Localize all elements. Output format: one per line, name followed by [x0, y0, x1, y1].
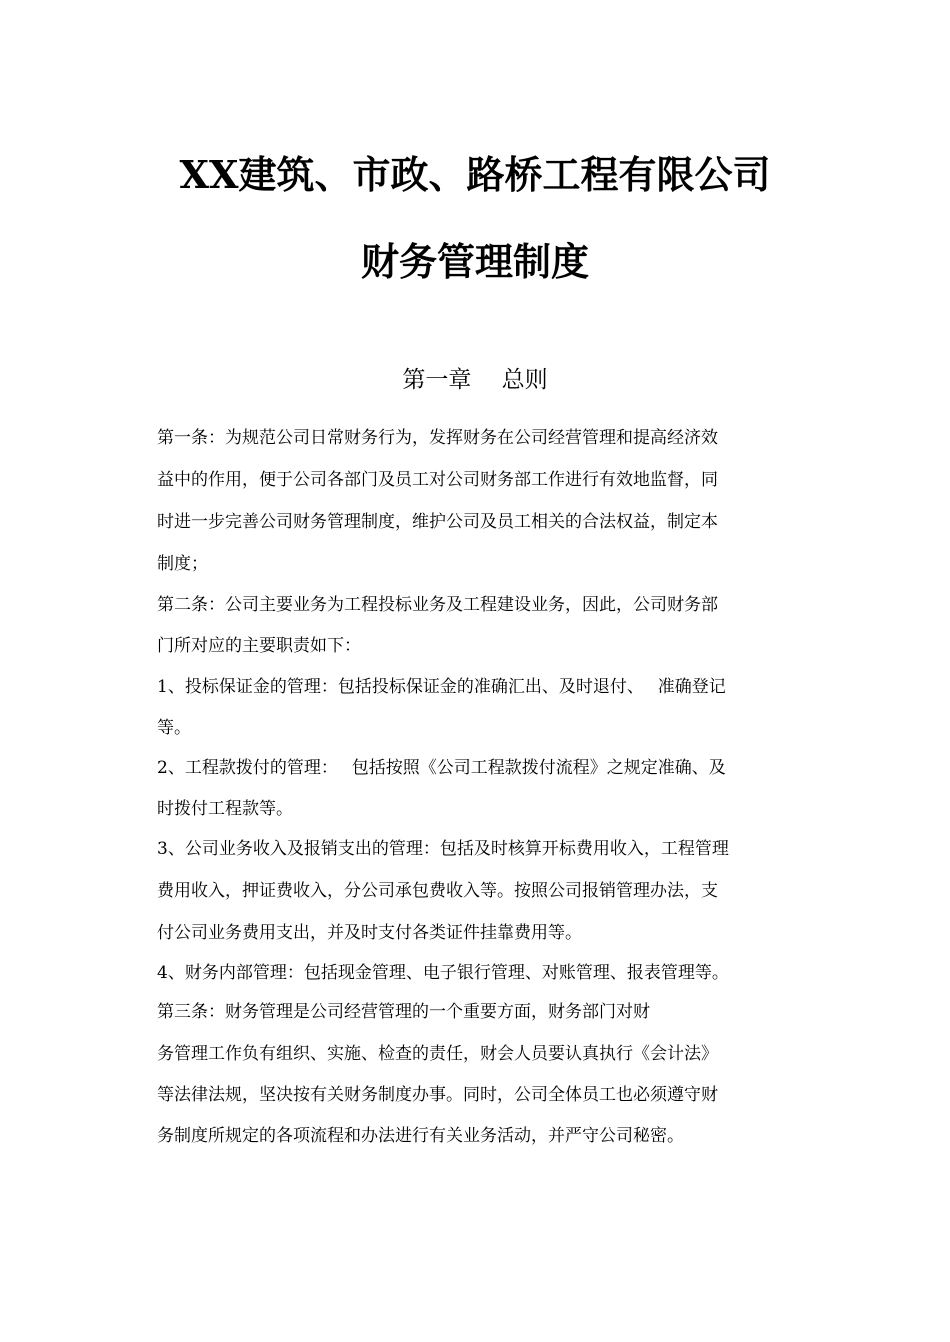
document-title-line-1: XX建筑、市政、路桥工程有限公司 [179, 152, 771, 197]
paragraph-line: 益中的作用，便于公司各部门及员工对公司财务部工作进行有效地监督，同 [157, 470, 718, 490]
paragraph-line: 付公司业务费用支出，并及时支付各类证件挂靠费用等。 [157, 923, 582, 943]
paragraph-line: 务制度所规定的各项流程和办法进行有关业务活动，并严守公司秘密。 [157, 1126, 684, 1146]
document-title-line-2: 财务管理制度 [360, 239, 589, 284]
paragraph-line: 等法律法规，坚决按有关财务制度办事。同时，公司全体员工也必须遵守财 [157, 1085, 718, 1105]
paragraph-line: 时拨付工程款等。 [157, 799, 293, 819]
paragraph-line: 务管理工作负有组织、实施、检查的责任，财会人员要认真执行《会计法》 [157, 1044, 718, 1064]
paragraph-line: 第二条：公司主要业务为工程投标业务及工程建设业务，因此，公司财务部 [157, 595, 718, 615]
paragraph-line: 等。 [157, 718, 191, 738]
paragraph-line: 时进一步完善公司财务管理制度，维护公司及员工相关的合法权益，制定本 [157, 512, 718, 532]
paragraph-line: 1、投标保证金的管理：包括投标保证金的准确汇出、及时退付、 准确登记 [157, 677, 726, 697]
chapter-heading: 第一章 总则 [402, 367, 548, 393]
paragraph-line: 3、公司业务收入及报销支出的管理：包括及时核算开标费用收入，工程管理 [157, 839, 729, 859]
paragraph-line: 第一条：为规范公司日常财务行为，发挥财务在公司经营管理和提高经济效 [157, 428, 718, 448]
paragraph-line: 4、财务内部管理：包括现金管理、电子银行管理、对账管理、报表管理等。 [157, 963, 729, 983]
paragraph-line: 2、工程款拨付的管理： 包括按照《公司工程款拨付流程》之规定准确、及 [157, 758, 726, 778]
paragraph-line: 制度； [157, 554, 208, 574]
paragraph-line: 门所对应的主要职责如下： [157, 636, 361, 656]
paragraph-line: 费用收入，押证费收入，分公司承包费收入等。按照公司报销管理办法，支 [157, 881, 718, 901]
paragraph-line: 第三条：财务管理是公司经营管理的一个重要方面，财务部门对财 [157, 1002, 650, 1022]
